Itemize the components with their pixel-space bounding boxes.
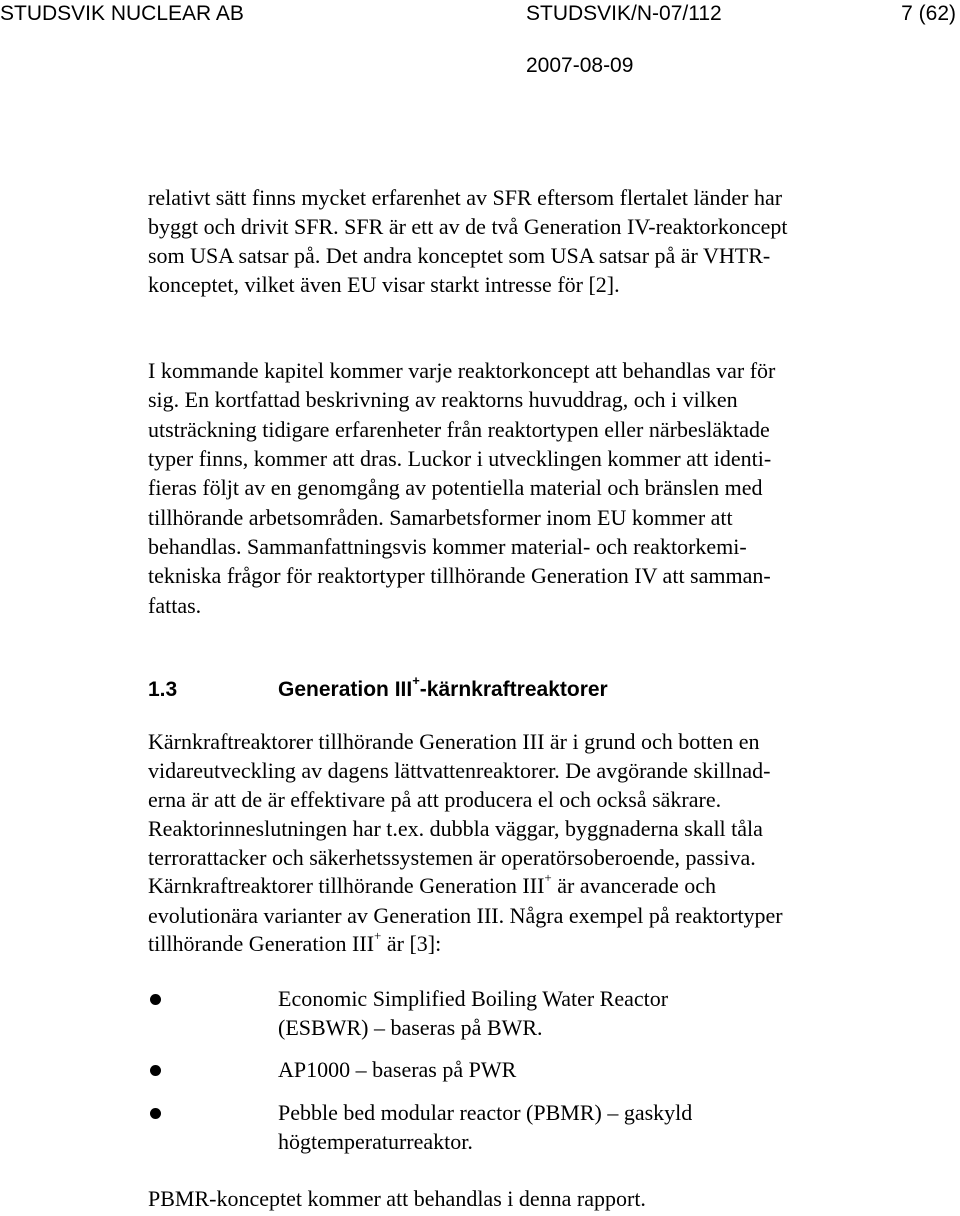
paragraph-line: fattas. [148, 593, 202, 618]
paragraph-line: evolutionära varianter av Generation III. Några exempel på reaktortyper [148, 903, 783, 928]
closing-paragraph: PBMR-konceptet kommer att behandlas i denna rapport. [148, 1186, 646, 1211]
line-text: Kärnkraftreaktorer tillhörande Generation III [148, 873, 545, 898]
page-number: 7 (62) [901, 2, 956, 25]
paragraph-line: behandlas. Sammanfattningsvis kommer material- och reaktorkemi- [148, 534, 747, 559]
paragraph-line: terrorattacker och säkerhetssystemen är operatörsoberoende, passiva. [148, 845, 756, 870]
paragraph-line: vidareutveckling av dagens lättvattenreaktorer. De avgörande skillnad- [148, 758, 771, 783]
paragraph-line: Reaktorinneslutningen har t.ex. dubbla väggar, byggnaderna skall tåla [148, 816, 763, 841]
section-title-suffix: -kärnkraftreaktorer [419, 678, 608, 701]
list-item-line: (ESBWR) – baseras på BWR. [278, 1015, 543, 1040]
paragraph-line [148, 871, 716, 900]
paragraph-line: sig. En kortfattad beskrivning av reaktorns huvuddrag, och i vilken [148, 387, 738, 412]
bullet-icon [150, 1108, 161, 1119]
report-date: 2007-08-09 [526, 54, 634, 77]
line-text: är [3]: [381, 931, 442, 956]
section-title-superscript: + [412, 673, 420, 688]
paragraph-line: fieras följt av en genomgång av potentiella material och bränslen med [148, 475, 763, 500]
paragraph-line: tillhörande arbetsområden. Samarbetsformer inom EU kommer att [148, 505, 733, 530]
section-title-main: Generation III [278, 678, 413, 701]
paragraph-line: konceptet, vilket även EU visar starkt intresse för [2]. [148, 272, 620, 297]
paragraph-line: byggt och drivit SFR. SFR är ett av de två Generation IV-reaktorkoncept [148, 214, 788, 239]
line-text: tillhörande Generation III [148, 931, 375, 956]
paragraph-line: relativt sätt finns mycket erfarenhet av SFR eftersom flertalet länder har [148, 185, 783, 210]
section-title [278, 673, 608, 703]
bullet-icon [150, 994, 161, 1005]
paragraph-line: utsträckning tidigare erfarenheter från reaktortypen eller närbesläktade [148, 417, 770, 442]
list-item-line: Economic Simplified Boiling Water Reactor [278, 986, 669, 1011]
company-name: STUDSVIK NUCLEAR AB [0, 2, 244, 25]
report-id: STUDSVIK/N-07/112 [526, 2, 722, 25]
bullet-icon [150, 1065, 161, 1076]
section-number: 1.3 [148, 678, 178, 701]
list-item-line: AP1000 – baseras på PWR [278, 1057, 517, 1082]
list-item-line: högtemperaturreaktor. [278, 1129, 473, 1154]
superscript-plus: + [544, 869, 552, 885]
paragraph-line: som USA satsar på. Det andra konceptet som USA satsar på är VHTR- [148, 243, 771, 268]
superscript-plus: + [374, 927, 382, 943]
line-text: är avancerade och [551, 873, 717, 898]
paragraph-line: erna är att de är effektivare på att producera el och också säkrare. [148, 787, 722, 812]
paragraph-line: tekniska frågor för reaktortyper tillhörande Generation IV att samman- [148, 563, 771, 588]
list-item-line: Pebble bed modular reactor (PBMR) – gaskyld [278, 1100, 693, 1125]
paragraph-line: I kommande kapitel kommer varje reaktorkoncept att behandlas var för [148, 358, 776, 383]
paragraph-line: Kärnkraftreaktorer tillhörande Generation III är i grund och botten en [148, 729, 760, 754]
paragraph-line: typer finns, kommer att dras. Luckor i utvecklingen kommer att identi- [148, 446, 772, 471]
paragraph-line [148, 929, 441, 958]
